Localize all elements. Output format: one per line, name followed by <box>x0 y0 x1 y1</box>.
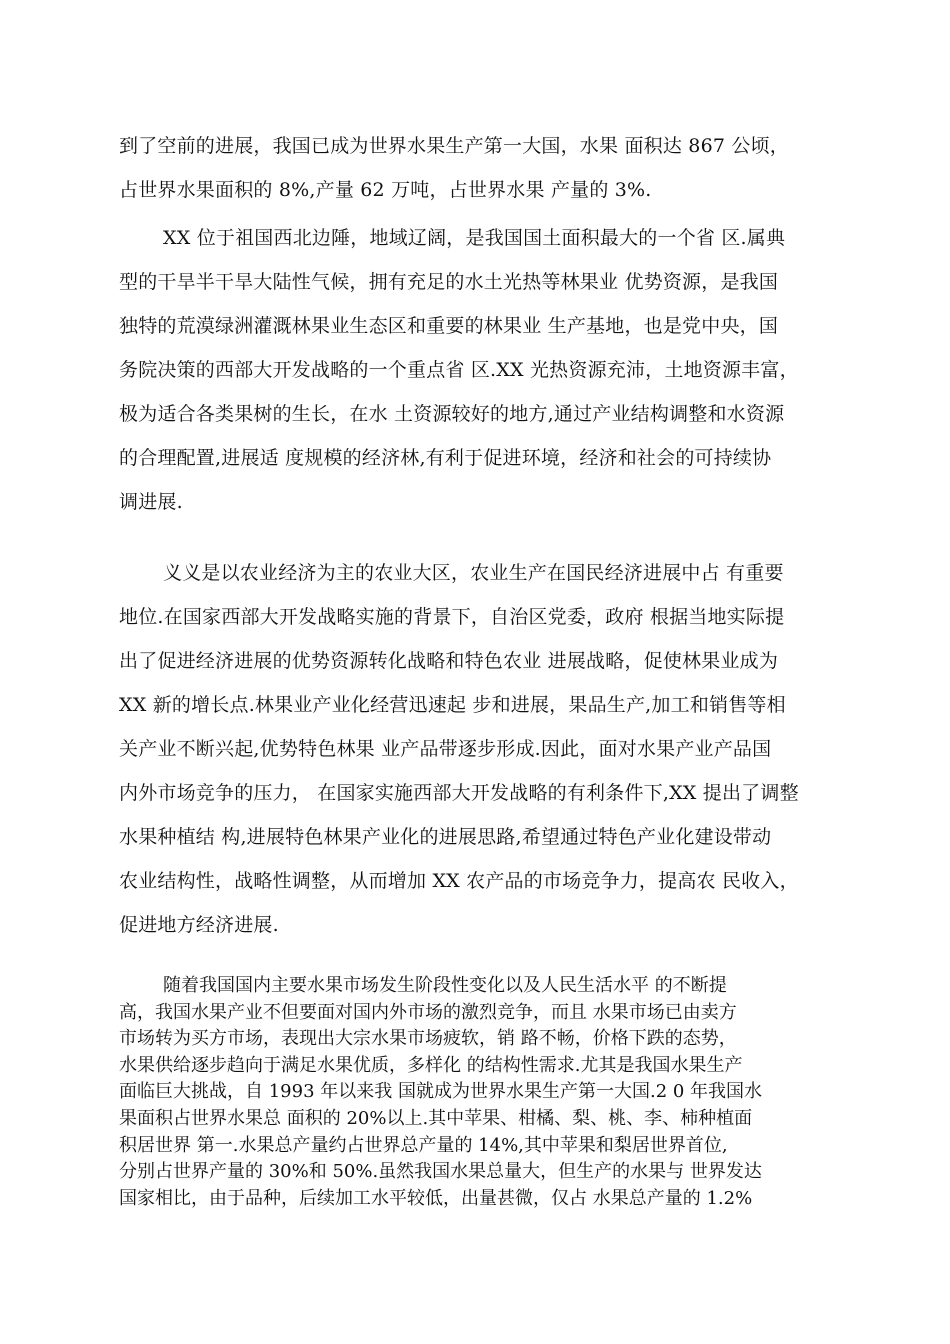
text-line: XX 新的增长点.林果业产业化经营迅速起 步和进展，果品生产,加工和销售等相 <box>119 694 786 716</box>
text-line: 极为适合各类果树的生长，在水 土资源较好的地方,通过产业结构调整和水资源 <box>119 403 785 425</box>
text-line: 果面积占世界水果总 面积的 20%以上.其中苹果、柑橘、梨、桃、李、柿种植面 <box>119 1107 753 1129</box>
text-line: 高，我国水果产业不但要面对国内外市场的激烈竞争，而且 水果市场已由卖方 <box>119 1001 737 1023</box>
text-line: 调进展. <box>119 491 183 513</box>
paragraph-1 <box>119 124 834 212</box>
text-line: 积居世界 第一.水果总产量约占世界总产量的 14%,其中苹果和梨居世界首位, <box>119 1134 728 1156</box>
text-line: 分别占世界产量的 30%和 50%.虽然我国水果总量大，但生产的水果与 世界发达 <box>119 1161 762 1183</box>
text-line: 随着我国国内主要水果市场发生阶段性变化以及人民生活水平 的不断提 <box>163 975 727 996</box>
text-line: 义义是以农业经济为主的农业大区，农业生产在国民经济进展中占 有重要 <box>163 562 784 584</box>
text-line: 到了空前的进展，我国已成为世界水果生产第一大国，水果 面积达 867 公顷， <box>119 135 789 157</box>
text-line: 地位.在国家西部大开发战略实施的背景下，自治区党委，政府 根据当地实际提 <box>119 606 785 628</box>
text-line: 内外市场竞争的压力， 在国家实施西部大开发战略的有利条件下,XX 提出了调整 <box>119 782 799 804</box>
text-line: 务院决策的西部大开发战略的一个重点省 区.XX 光热资源充沛，土地资源丰富， <box>119 359 799 381</box>
paragraph-3 <box>119 551 834 947</box>
text-line: 独特的荒漠绿洲灌溉林果业生态区和重要的林果业 生产基地，也是党中央，国 <box>119 315 779 337</box>
text-line: 市场转为买方市场，表现出大宗水果市场疲软，销 路不畅，价格下跌的态势， <box>119 1028 737 1050</box>
text-line: 水果种植结 构,进展特色林果产业化的进展思路,希望通过特色产业化建设带动 <box>119 826 772 848</box>
text-line: 占世界水果面积的 8%,产量 62 万吨，占世界水果 产量的 3%. <box>119 179 652 201</box>
text-line: 关产业不断兴起,优势特色林果 业产品带逐步形成.因此，面对水果产业产品国 <box>119 738 772 760</box>
text-line: 的合理配置,进展适 度规模的经济林,有利于促进环境，经济和社会的可持续协 <box>119 447 772 469</box>
text-line: 面临巨大挑战，自 1993 年以来我 国就成为世界水果生产第一大国.2 0 年我国水 <box>119 1081 763 1103</box>
text-line: 出了促进经济进展的优势资源转化战略和特色农业 进展战略，促使林果业成为 <box>119 650 779 672</box>
paragraph-2 <box>119 216 834 524</box>
text-line: 促进地方经济进展. <box>119 914 279 936</box>
paragraph-4 <box>119 973 839 1212</box>
text-line: 国家相比，由于品种，后续加工水平较低，出量甚微，仅占 水果总产量的 1.2% <box>119 1187 753 1209</box>
text-line: 型的干旱半干旱大陆性气候，拥有充足的水土光热等林果业 优势资源，是我国 <box>119 271 779 293</box>
text-line: 水果供给逐步趋向于满足水果优质，多样化 的结构性需求.尤其是我国水果生产 <box>119 1054 743 1076</box>
text-line: XX 位于祖国西北边陲，地域辽阔，是我国国土面积最大的一个省 区.属典 <box>163 227 786 249</box>
text-line: 农业结构性，战略性调整，从而增加 XX 农产品的市场竞争力，提高农 民收入， <box>119 870 799 892</box>
